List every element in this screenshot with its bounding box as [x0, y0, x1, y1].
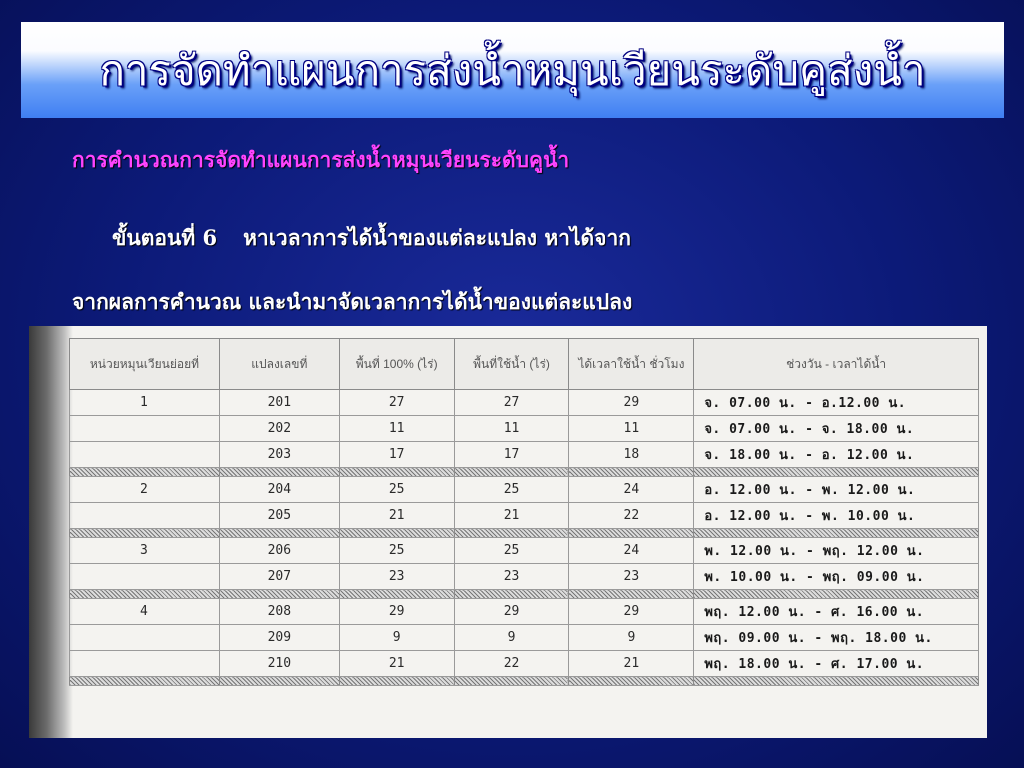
cell-plot: 201 — [219, 390, 339, 416]
separator-cell — [219, 529, 339, 538]
cell-area-full: 27 — [339, 390, 454, 416]
cell-period: จ. 07.00 น. - จ. 18.00 น. — [694, 416, 979, 442]
table-row — [70, 625, 979, 651]
step-heading — [112, 222, 631, 255]
cell-unit: 1 — [70, 390, 220, 416]
slide-title: การจัดทำแผนการส่งน้ำหมุนเวียนระดับคูส่งน้ำ — [99, 46, 926, 95]
cell-plot: 208 — [219, 599, 339, 625]
table-row — [70, 442, 979, 468]
cell-unit — [70, 416, 220, 442]
header-hours: ได้เวลาใช้น้ำ ชั่วโมง — [569, 339, 694, 390]
cell-period: พ. 12.00 น. - พฤ. 12.00 น. — [694, 538, 979, 564]
cell-period: อ. 12.00 น. - พ. 10.00 น. — [694, 503, 979, 529]
cell-plot: 206 — [219, 538, 339, 564]
cell-area-full: 11 — [339, 416, 454, 442]
title-banner — [21, 22, 1004, 118]
separator-cell — [569, 529, 694, 538]
table-row — [70, 390, 979, 416]
separator-cell — [219, 590, 339, 599]
cell-plot: 202 — [219, 416, 339, 442]
separator-cell — [70, 468, 220, 477]
table-header-row — [70, 339, 979, 390]
scan-edge-shadow — [29, 326, 73, 738]
header-area-used: พื้นที่ใช้น้ำ (ไร่) — [454, 339, 569, 390]
table-row — [70, 503, 979, 529]
separator-cell — [569, 468, 694, 477]
separator-cell — [339, 590, 454, 599]
separator-cell — [454, 529, 569, 538]
group-separator — [70, 529, 979, 538]
cell-area-used: 17 — [454, 442, 569, 468]
header-plot: แปลงเลขที่ — [219, 339, 339, 390]
cell-area-full: 25 — [339, 538, 454, 564]
separator-cell — [694, 468, 979, 477]
group-separator — [70, 590, 979, 599]
cell-hours: 23 — [569, 564, 694, 590]
cell-area-used: 23 — [454, 564, 569, 590]
cell-plot: 204 — [219, 477, 339, 503]
cell-period: พฤ. 18.00 น. - ศ. 17.00 น. — [694, 651, 979, 677]
scanned-table-image — [29, 326, 987, 738]
separator-cell — [70, 590, 220, 599]
cell-plot: 209 — [219, 625, 339, 651]
group-separator — [70, 468, 979, 477]
table-row — [70, 416, 979, 442]
cell-area-used: 25 — [454, 538, 569, 564]
step-label: ขั้นตอนที่ 6 — [112, 225, 218, 250]
cell-area-used: 22 — [454, 651, 569, 677]
slide-subtitle: การคำนวณการจัดทำแผนการส่งน้ำหมุนเวียนระดับคูน้ำ — [72, 147, 570, 172]
from-results-text: จากผลการคำนวณ และนำมาจัดเวลาการได้น้ำของแต่ละแปลง — [72, 289, 633, 314]
cell-period: พฤ. 09.00 น. - พฤ. 18.00 น. — [694, 625, 979, 651]
cell-area-full: 17 — [339, 442, 454, 468]
separator-cell — [454, 468, 569, 477]
cell-hours: 24 — [569, 538, 694, 564]
separator-cell — [569, 590, 694, 599]
cell-area-used: 9 — [454, 625, 569, 651]
cell-period: จ. 18.00 น. - อ. 12.00 น. — [694, 442, 979, 468]
cell-unit — [70, 564, 220, 590]
separator-cell — [339, 677, 454, 686]
cell-area-used: 25 — [454, 477, 569, 503]
cell-area-used: 11 — [454, 416, 569, 442]
cell-unit: 3 — [70, 538, 220, 564]
cell-plot: 203 — [219, 442, 339, 468]
cell-hours: 29 — [569, 599, 694, 625]
cell-area-full: 25 — [339, 477, 454, 503]
table-row — [70, 564, 979, 590]
cell-plot: 207 — [219, 564, 339, 590]
cell-unit: 2 — [70, 477, 220, 503]
cell-area-full: 23 — [339, 564, 454, 590]
cell-unit — [70, 442, 220, 468]
cell-hours: 29 — [569, 390, 694, 416]
cell-area-used: 27 — [454, 390, 569, 416]
cell-area-full: 21 — [339, 503, 454, 529]
separator-cell — [454, 677, 569, 686]
cell-period: จ. 07.00 น. - อ.12.00 น. — [694, 390, 979, 416]
separator-cell — [339, 529, 454, 538]
separator-cell — [454, 590, 569, 599]
cell-unit: 4 — [70, 599, 220, 625]
cell-period: อ. 12.00 น. - พ. 12.00 น. — [694, 477, 979, 503]
cell-unit — [70, 625, 220, 651]
cell-period: พ. 10.00 น. - พฤ. 09.00 น. — [694, 564, 979, 590]
cell-hours: 18 — [569, 442, 694, 468]
separator-cell — [694, 677, 979, 686]
table-row — [70, 599, 979, 625]
cell-area-full: 9 — [339, 625, 454, 651]
separator-cell — [219, 677, 339, 686]
rotation-schedule-table — [69, 338, 979, 686]
separator-cell — [694, 590, 979, 599]
separator-cell — [219, 468, 339, 477]
header-period: ช่วงวัน - เวลาได้น้ำ — [694, 339, 979, 390]
cell-hours: 21 — [569, 651, 694, 677]
cell-hours: 9 — [569, 625, 694, 651]
cell-plot: 205 — [219, 503, 339, 529]
cell-period: พฤ. 12.00 น. - ศ. 16.00 น. — [694, 599, 979, 625]
separator-cell — [569, 677, 694, 686]
cell-area-used: 21 — [454, 503, 569, 529]
header-unit: หน่วยหมุนเวียนย่อยที่ — [70, 339, 220, 390]
cell-area-used: 29 — [454, 599, 569, 625]
header-area-full: พื้นที่ 100% (ไร่) — [339, 339, 454, 390]
group-separator — [70, 677, 979, 686]
separator-cell — [70, 529, 220, 538]
cell-unit — [70, 503, 220, 529]
cell-hours: 22 — [569, 503, 694, 529]
cell-plot: 210 — [219, 651, 339, 677]
table-row — [70, 477, 979, 503]
cell-area-full: 21 — [339, 651, 454, 677]
cell-area-full: 29 — [339, 599, 454, 625]
separator-cell — [339, 468, 454, 477]
table-row — [70, 651, 979, 677]
table-row — [70, 538, 979, 564]
cell-unit — [70, 651, 220, 677]
separator-cell — [70, 677, 220, 686]
cell-hours: 11 — [569, 416, 694, 442]
cell-hours: 24 — [569, 477, 694, 503]
separator-cell — [694, 529, 979, 538]
step-description: หาเวลาการได้น้ำของแต่ละแปลง หาได้จาก — [243, 225, 631, 250]
